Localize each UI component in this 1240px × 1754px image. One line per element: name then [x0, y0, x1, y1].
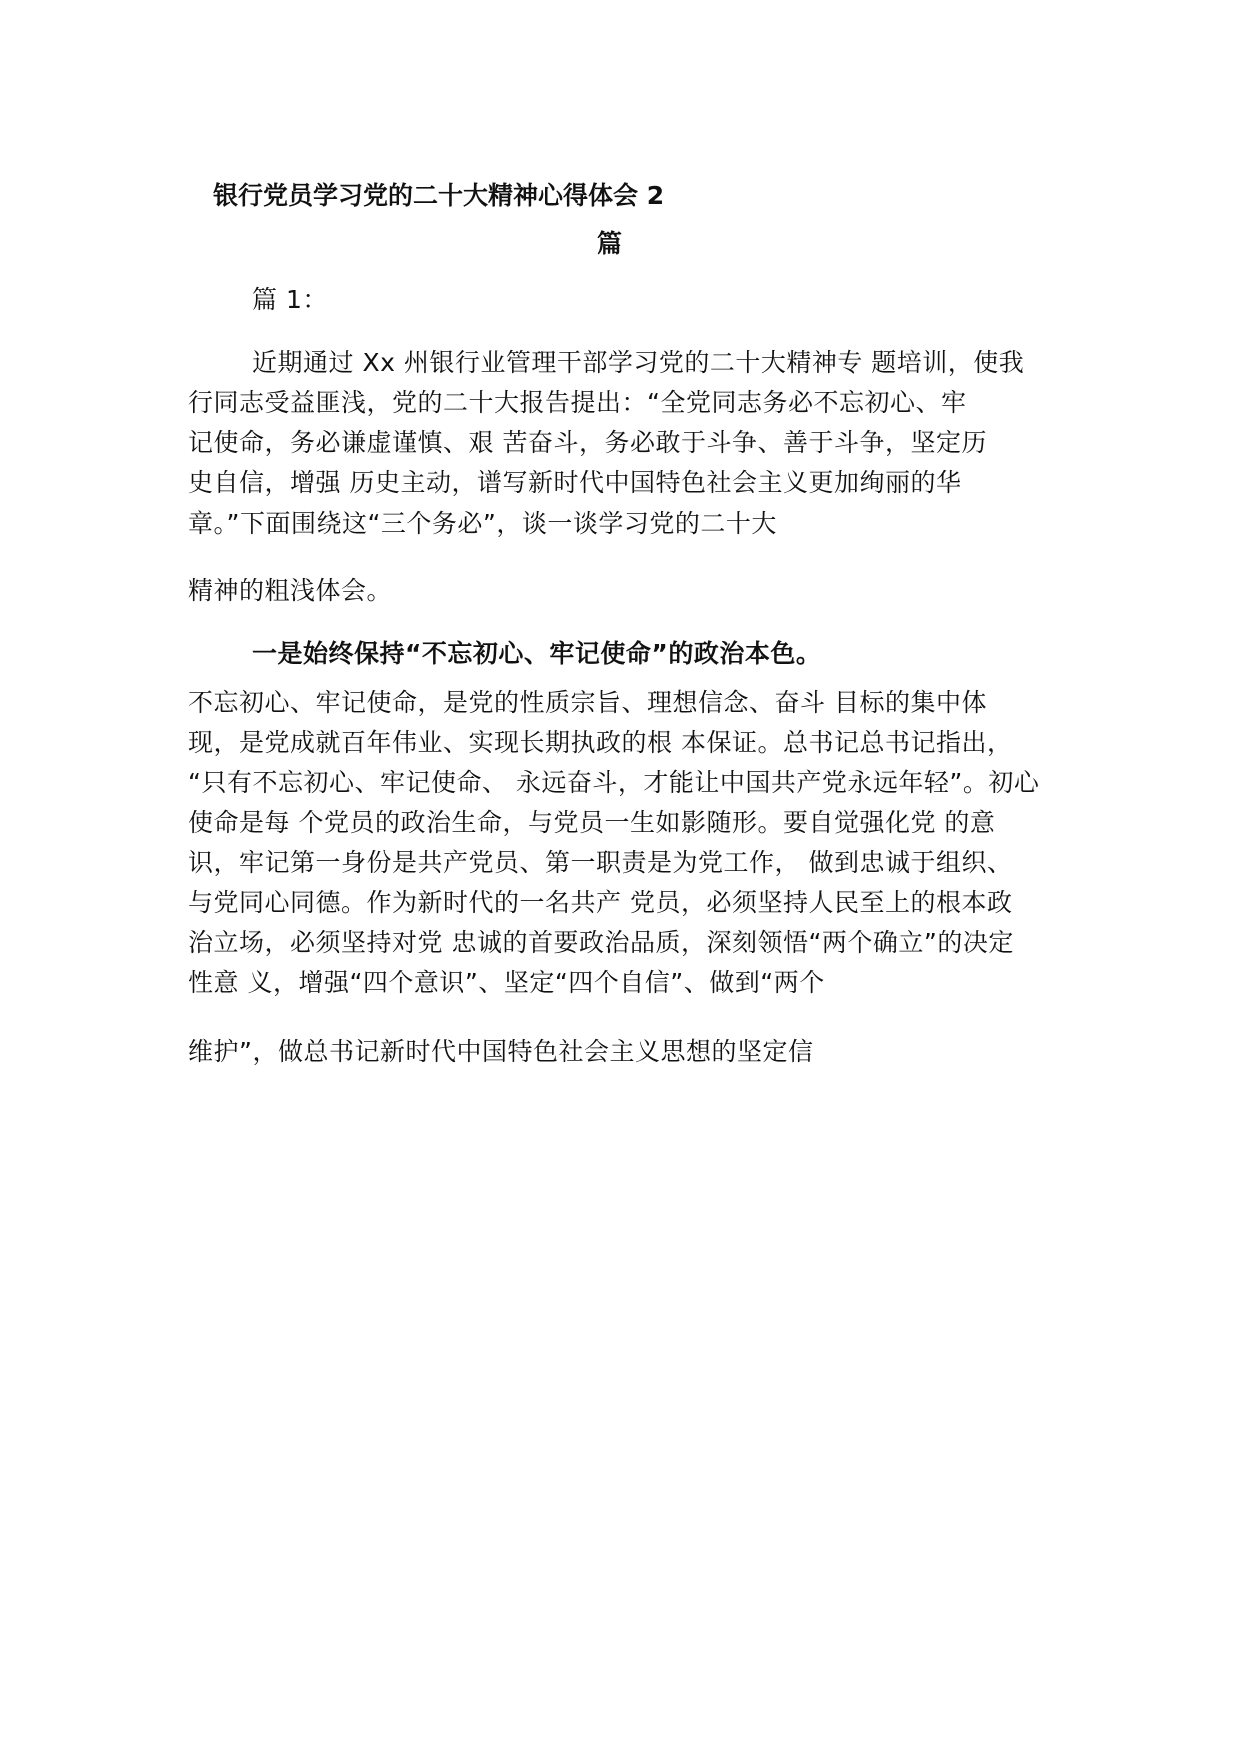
paragraph-line: 章。”下面围绕这“三个务必”，谈一谈学习党的二十大: [188, 509, 777, 538]
paragraph-line: 行同志受益匪浅，党的二十大报告提出：“全党同志务必不忘初心、牢: [188, 388, 967, 417]
paragraph-line: 治立场，必须坚持对党 忠诚的首要政治品质，深刻领悟“两个确立”的决定: [188, 928, 1014, 957]
section-heading: 一是始终保持“不忘初心、牢记使命”的政治本色。: [252, 639, 822, 668]
paragraph-line: 性意 义，增强“四个意识”、坚定“四个自信”、做到“两个: [188, 968, 825, 997]
paragraph-line: 近期通过 Xx 州银行业管理干部学习党的二十大精神专 题培训，使我: [252, 348, 1025, 377]
paragraph-line: 不忘初心、牢记使命，是党的性质宗旨、理想信念、奋斗 目标的集中体: [188, 688, 987, 717]
paragraph-line: 史自信，增强 历史主动，谱写新时代中国特色社会主义更加绚丽的华: [188, 468, 962, 497]
paragraph-line: “只有不忘初心、牢记使命、 永远奋斗，才能让中国共产党永远年轻”。初心: [188, 768, 1040, 797]
paragraph-line: 使命是每 个党员的政治生命，与党员一生如影随形。要自觉强化党 的意: [188, 808, 996, 837]
document-title: 银行党员学习党的二十大精神心得体会 2: [213, 181, 665, 210]
section-label: 篇 1：: [252, 285, 328, 314]
document-title-continued: 篇: [597, 229, 623, 258]
paragraph-line: 精神的粗浅体会。: [188, 576, 393, 605]
paragraph-line: 维护”，做总书记新时代中国特色社会主义思想的坚定信: [188, 1037, 814, 1066]
paragraph-line: 与党同心同德。作为新时代的一名共产 党员，必须坚持人民至上的根本政: [188, 888, 1013, 917]
paragraph-line: 现，是党成就百年伟业、实现长期执政的根 本保证。总书记总书记指出，: [188, 728, 1013, 757]
paragraph-line: 识，牢记第一身份是共产党员、第一职责是为党工作， 做到忠诚于组织、: [188, 848, 1013, 877]
paragraph-line: 记使命，务必谦虚谨慎、艰 苦奋斗，务必敢于斗争、善于斗争，坚定历: [188, 428, 987, 457]
